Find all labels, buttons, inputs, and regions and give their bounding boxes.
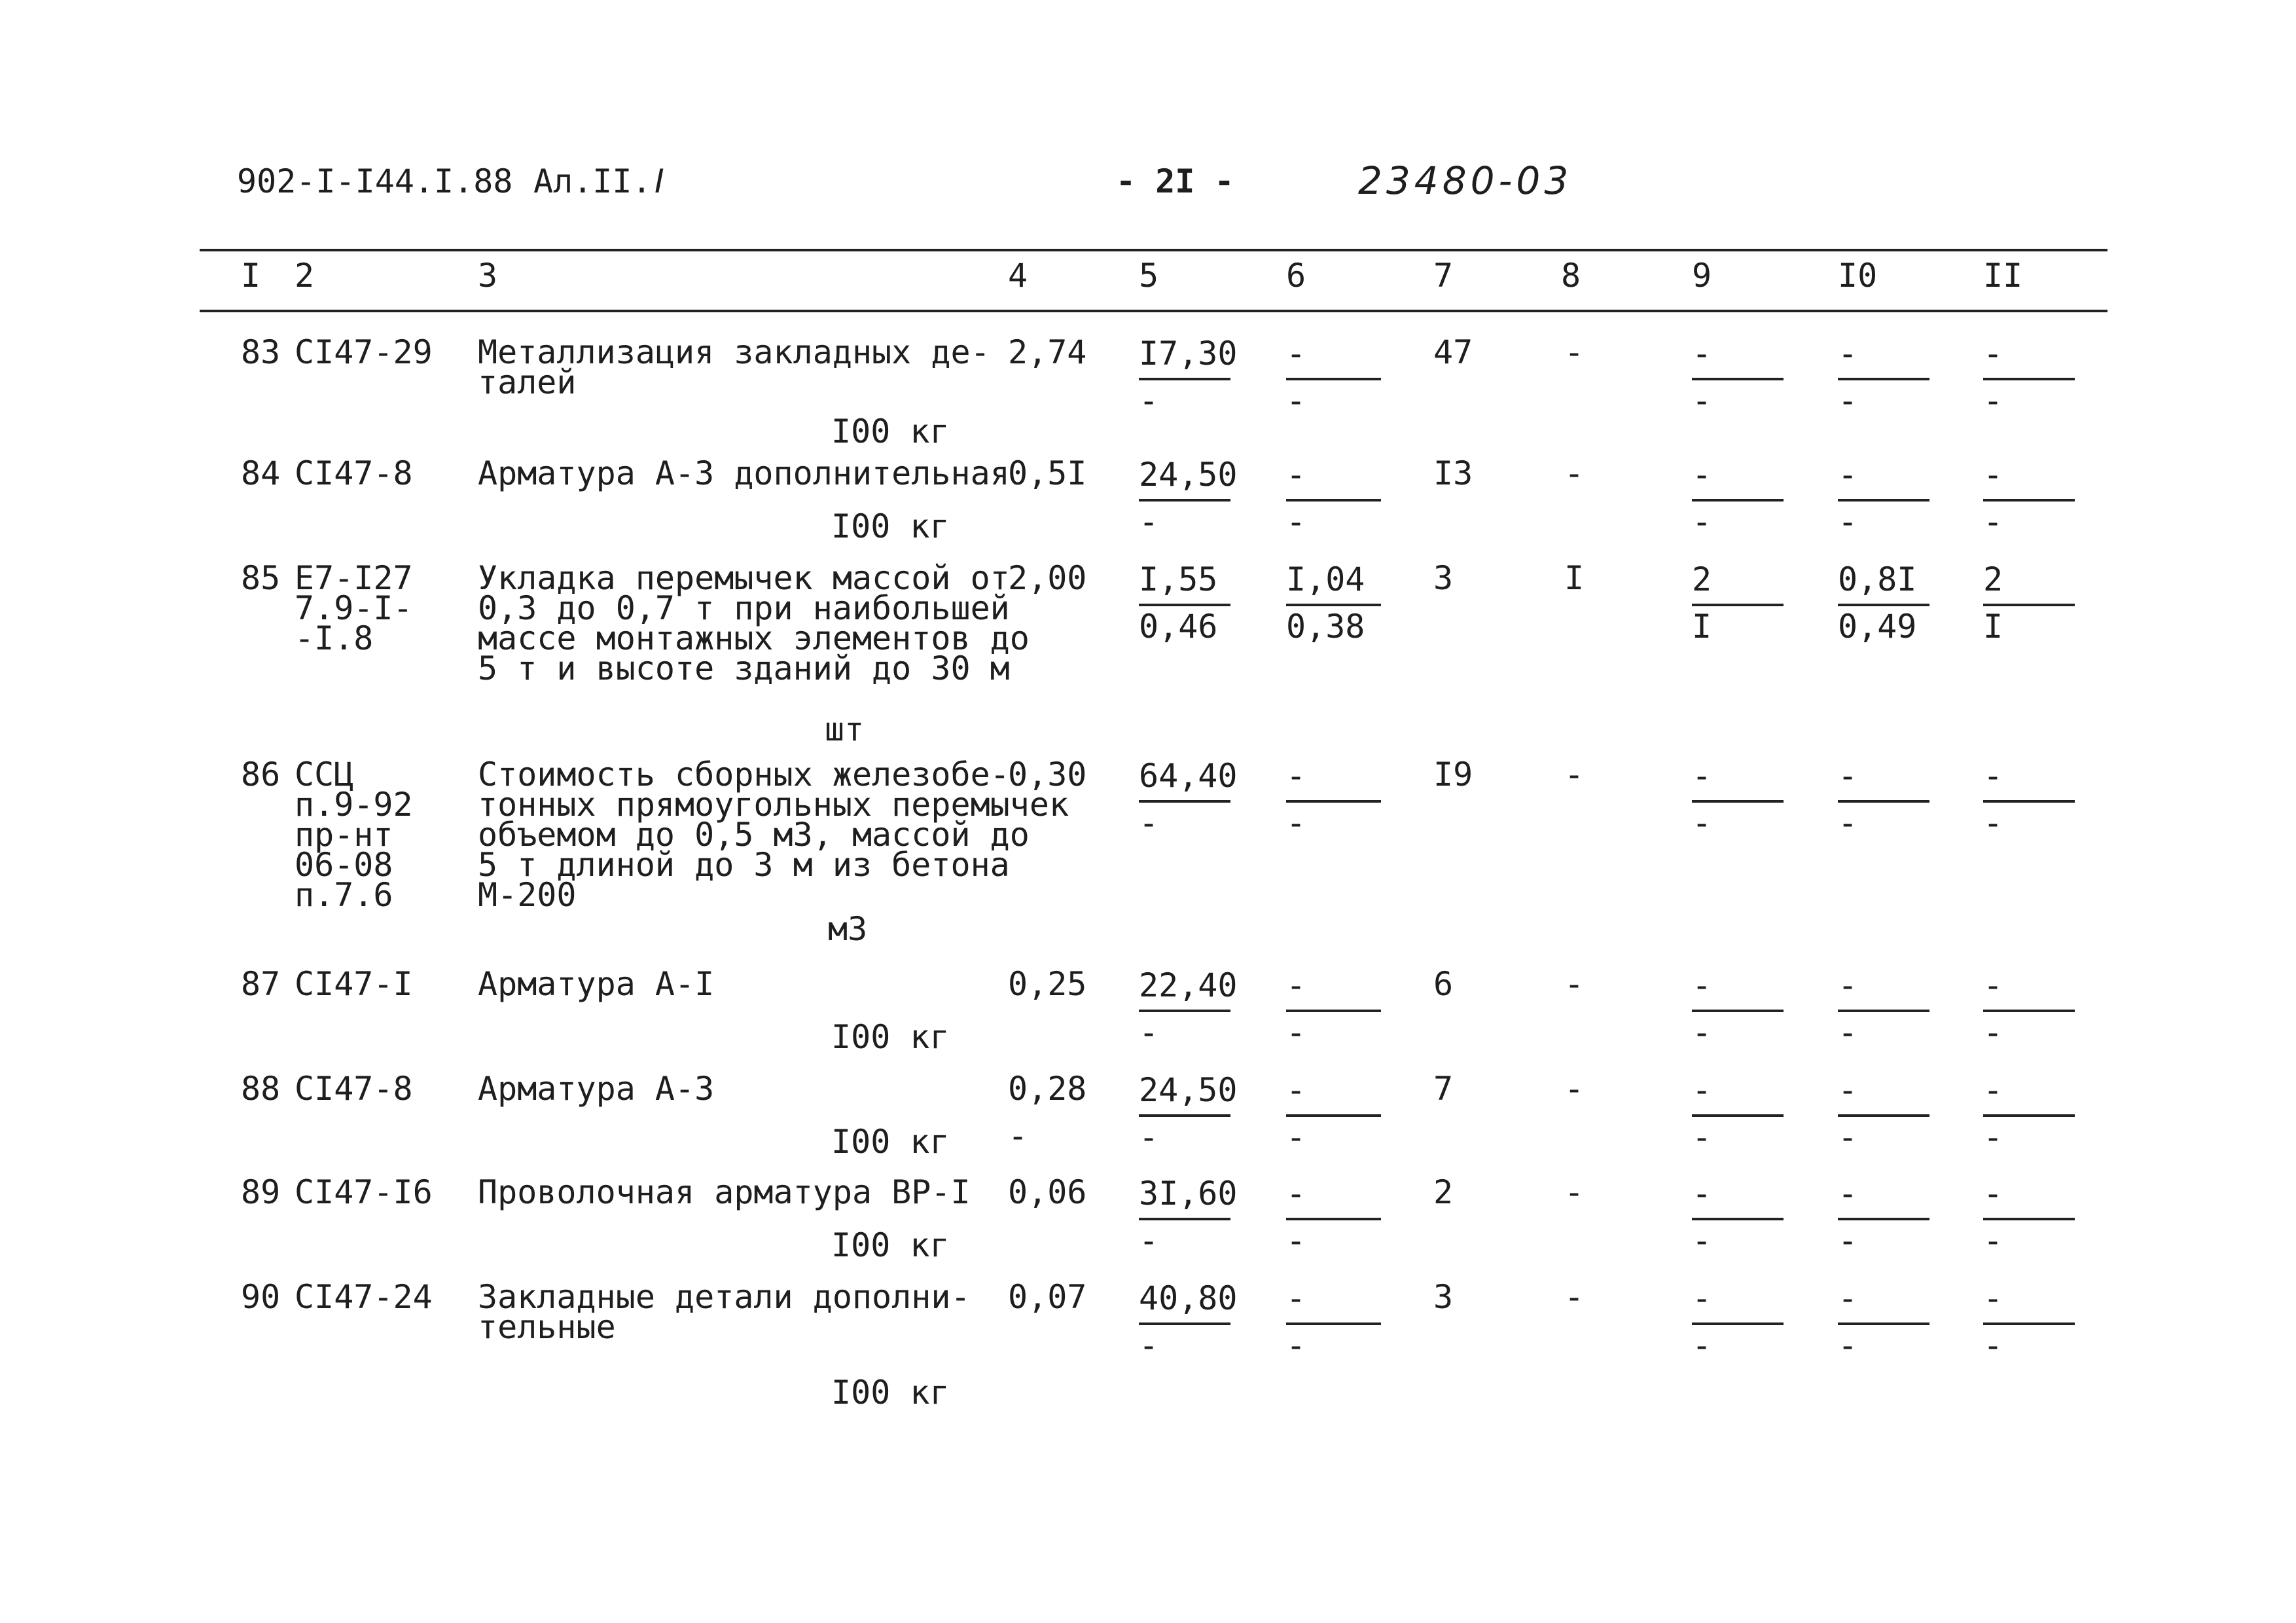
wage-cost-numerator: - [1983,335,2003,373]
work-description: Арматура А-I [478,965,715,1003]
norm-code: CI47-I [295,965,413,1003]
wage-cost-numerator: - [1983,1071,2003,1109]
fraction-bar [1692,604,1784,606]
total-machine-cost-numerator: - [1838,1071,1858,1109]
unit-cost-numerator: 24,50 [1139,1071,1238,1109]
row-number: 89 [241,1173,281,1211]
quantity: 0,07 [1008,1278,1087,1316]
labor-hours: 3 [1433,559,1454,597]
total-machine-cost-denominator: 0,49 [1838,608,1917,646]
total-cost-denominator: - [1692,1222,1712,1260]
quantity: 0,5I [1008,454,1087,492]
row-number: 85 [241,559,281,597]
labor-hours: 6 [1433,965,1454,1003]
unit-cost-numerator: I,55 [1139,560,1218,598]
row-number: 86 [241,756,281,793]
machine-hours: - [1564,756,1585,793]
column-number: 4 [1008,257,1028,295]
unit-cost-denominator: - [1139,1222,1159,1260]
row-number: 84 [241,454,281,492]
fraction-bar [1838,1114,1929,1117]
column-number: I [241,257,261,295]
machine-cost-denominator: - [1286,1326,1306,1364]
table-top-rule [200,249,2108,251]
unit-cost-numerator: 3I,60 [1139,1175,1238,1213]
unit-cost-numerator: I7,30 [1139,335,1238,373]
unit-cost-denominator: - [1139,382,1159,420]
machine-cost-denominator: - [1286,382,1306,420]
fraction-bar [1838,499,1929,501]
machine-cost-numerator: - [1286,966,1306,1004]
unit-cost-numerator: 24,50 [1139,456,1238,494]
unit-cost-denominator: - [1139,1326,1159,1364]
machine-cost-denominator: 0,38 [1286,608,1365,646]
album-label: Ал.II. [533,162,652,200]
machine-hours: - [1564,1173,1585,1211]
fraction-bar [1692,499,1784,501]
machine-cost-numerator: - [1286,1175,1306,1213]
machine-cost-denominator: - [1286,804,1306,842]
quantity: 0,28 [1008,1070,1087,1108]
album-handwritten-mark: I [655,162,664,200]
fraction-bar [1983,1010,2075,1012]
wage-cost-denominator: - [1983,503,2003,541]
fraction-bar [1692,1322,1784,1325]
total-cost-numerator: - [1692,757,1712,795]
unit-of-measure: I00 кг [831,507,950,545]
total-machine-cost-numerator: - [1838,966,1858,1004]
fraction-bar [1139,800,1230,803]
quantity: 0,06 [1008,1173,1087,1211]
fraction-bar [1139,1218,1230,1220]
machine-hours: I [1564,559,1585,597]
machine-cost-numerator: I,04 [1286,560,1365,598]
column-number: 9 [1692,257,1712,295]
fraction-bar [1838,800,1929,803]
unit-of-measure: I00 кг [831,1123,950,1161]
fraction-bar [1286,1322,1381,1325]
fraction-bar [1286,1218,1381,1220]
fraction-bar [1139,1322,1230,1325]
wage-cost-denominator: - [1983,1222,2003,1260]
wage-cost-numerator: - [1983,757,2003,795]
total-machine-cost-denominator: - [1838,503,1858,541]
fraction-bar [1286,1010,1381,1012]
wage-cost-denominator: - [1983,804,2003,842]
machine-cost-numerator: - [1286,757,1306,795]
total-cost-numerator: - [1692,1279,1712,1317]
quantity-denominator: - [1008,1117,1028,1155]
norm-code: CI47-24 [295,1278,433,1316]
fraction-bar [1286,378,1381,380]
column-number: I0 [1838,257,1878,295]
total-machine-cost-denominator: - [1838,1118,1858,1156]
machine-hours: - [1564,454,1585,492]
fraction-bar [1286,1114,1381,1117]
machine-hours: - [1564,1070,1585,1108]
wage-cost-numerator: 2 [1983,560,2003,598]
total-cost-numerator: - [1692,966,1712,1004]
fraction-bar [1838,1218,1929,1220]
fraction-bar [1692,1010,1784,1012]
labor-hours: I9 [1433,756,1473,793]
work-description: Арматура А-3 [478,1070,715,1108]
row-number: 90 [241,1278,281,1316]
total-machine-cost-denominator: - [1838,1013,1858,1051]
fraction-bar [1139,1114,1230,1117]
total-cost-denominator: - [1692,1326,1712,1364]
total-machine-cost-denominator: - [1838,382,1858,420]
fraction-bar [1139,378,1230,380]
unit-cost-numerator: 64,40 [1139,757,1238,795]
norm-code: ССЦ п.9-92 пр-нт 06-08 п.7.6 [295,756,413,914]
unit-of-measure: шт [825,710,865,748]
total-cost-numerator: - [1692,1175,1712,1213]
column-number: 2 [295,257,315,295]
fraction-bar [1983,499,2075,501]
total-machine-cost-denominator: - [1838,804,1858,842]
column-number: 6 [1286,257,1306,295]
total-cost-denominator: - [1692,382,1712,420]
total-cost-numerator: 2 [1692,560,1712,598]
fraction-bar [1139,604,1230,606]
unit-of-measure: I00 кг [831,1374,950,1412]
fraction-bar [1139,499,1230,501]
labor-hours: 47 [1433,333,1473,371]
labor-hours: I3 [1433,454,1473,492]
total-machine-cost-numerator: - [1838,757,1858,795]
row-number: 83 [241,333,281,371]
fraction-bar [1983,800,2075,803]
norm-code: E7-I27 7.9-I- -I.8 [295,559,413,657]
wage-cost-denominator: - [1983,1118,2003,1156]
wage-cost-denominator: I [1983,608,2003,646]
total-machine-cost-numerator: - [1838,1279,1858,1317]
unit-cost-denominator: - [1139,503,1159,541]
row-number: 88 [241,1070,281,1108]
machine-cost-denominator: - [1286,1118,1306,1156]
work-description: Стоимость сборных железобе- тонных прямоугольных перемычек объемом до 0,5 м3, массой до 5 т длиной до 3 м из бетона М-200 [478,756,1069,914]
fraction-bar [1286,499,1381,501]
column-number: 5 [1139,257,1159,295]
machine-hours: - [1564,965,1585,1003]
machine-cost-numerator: - [1286,335,1306,373]
wage-cost-denominator: - [1983,1326,2003,1364]
total-cost-numerator: - [1692,456,1712,494]
unit-cost-numerator: 40,80 [1139,1279,1238,1317]
work-description: Укладка перемычек массой от 0,3 до 0,7 т при наибольшей массе монтажных элементов до 5 т и высоте зданий до 30 м [478,559,1030,687]
fraction-bar [1983,1322,2075,1325]
fraction-bar [1983,604,2075,606]
work-description: Проволочная арматура ВР-I [478,1173,971,1211]
total-machine-cost-numerator: - [1838,456,1858,494]
machine-hours: - [1564,1278,1585,1316]
unit-of-measure: I00 кг [831,412,950,450]
work-description: Металлизация закладных де- талей [478,333,990,401]
column-number: II [1983,257,2023,295]
document-code: 902-I-I44.I.88 [237,162,513,200]
fraction-bar [1286,800,1381,803]
norm-code: CI47-29 [295,333,433,371]
column-number: 8 [1561,257,1581,295]
labor-hours: 7 [1433,1070,1454,1108]
total-cost-numerator: - [1692,1071,1712,1109]
total-machine-cost-numerator: - [1838,1175,1858,1213]
machine-hours: - [1564,333,1585,371]
total-cost-denominator: I [1692,608,1712,646]
total-cost-denominator: - [1692,1118,1712,1156]
unit-of-measure: м3 [828,910,868,948]
unit-cost-denominator: - [1139,1013,1159,1051]
total-cost-denominator: - [1692,1013,1712,1051]
table-header-rule [200,310,2108,312]
fraction-bar [1983,378,2075,380]
total-machine-cost-numerator: - [1838,335,1858,373]
labor-hours: 2 [1433,1173,1454,1211]
work-description: Арматура А-3 дополнительная [478,454,1010,492]
quantity: 2,00 [1008,559,1087,597]
wage-cost-numerator: - [1983,1279,2003,1317]
machine-cost-denominator: - [1286,1013,1306,1051]
unit-cost-numerator: 22,40 [1139,966,1238,1004]
unit-cost-denominator: 0,46 [1139,608,1218,646]
fraction-bar [1983,1218,2075,1220]
machine-cost-numerator: - [1286,1279,1306,1317]
wage-cost-numerator: - [1983,456,2003,494]
total-machine-cost-numerator: 0,8I [1838,560,1917,598]
fraction-bar [1838,1010,1929,1012]
quantity: 0,25 [1008,965,1087,1003]
inventory-number-handwritten: 23480-03 [1358,158,1573,203]
fraction-bar [1983,1114,2075,1117]
total-cost-numerator: - [1692,335,1712,373]
quantity: 0,30 [1008,756,1087,793]
labor-hours: 3 [1433,1278,1454,1316]
unit-cost-denominator: - [1139,1118,1159,1156]
row-number: 87 [241,965,281,1003]
fraction-bar [1692,1218,1784,1220]
total-cost-denominator: - [1692,503,1712,541]
unit-cost-denominator: - [1139,804,1159,842]
fraction-bar [1286,604,1381,606]
fraction-bar [1692,1114,1784,1117]
unit-of-measure: I00 кг [831,1226,950,1264]
norm-code: CI47-8 [295,1070,413,1108]
machine-cost-denominator: - [1286,1222,1306,1260]
total-cost-denominator: - [1692,804,1712,842]
wage-cost-numerator: - [1983,966,2003,1004]
quantity: 2,74 [1008,333,1087,371]
wage-cost-numerator: - [1983,1175,2003,1213]
column-number: 7 [1433,257,1454,295]
machine-cost-numerator: - [1286,456,1306,494]
fraction-bar [1838,378,1929,380]
fraction-bar [1838,1322,1929,1325]
work-description: Закладные детали дополни- тельные [478,1278,971,1346]
wage-cost-denominator: - [1983,1013,2003,1051]
total-machine-cost-denominator: - [1838,1326,1858,1364]
page-number: - 2I - [1116,162,1234,200]
norm-code: CI47-I6 [295,1173,433,1211]
column-number: 3 [478,257,498,295]
fraction-bar [1692,800,1784,803]
norm-code: CI47-8 [295,454,413,492]
machine-cost-denominator: - [1286,503,1306,541]
wage-cost-denominator: - [1983,382,2003,420]
fraction-bar [1139,1010,1230,1012]
total-machine-cost-denominator: - [1838,1222,1858,1260]
unit-of-measure: I00 кг [831,1018,950,1056]
fraction-bar [1838,604,1929,606]
fraction-bar [1692,378,1784,380]
machine-cost-numerator: - [1286,1071,1306,1109]
